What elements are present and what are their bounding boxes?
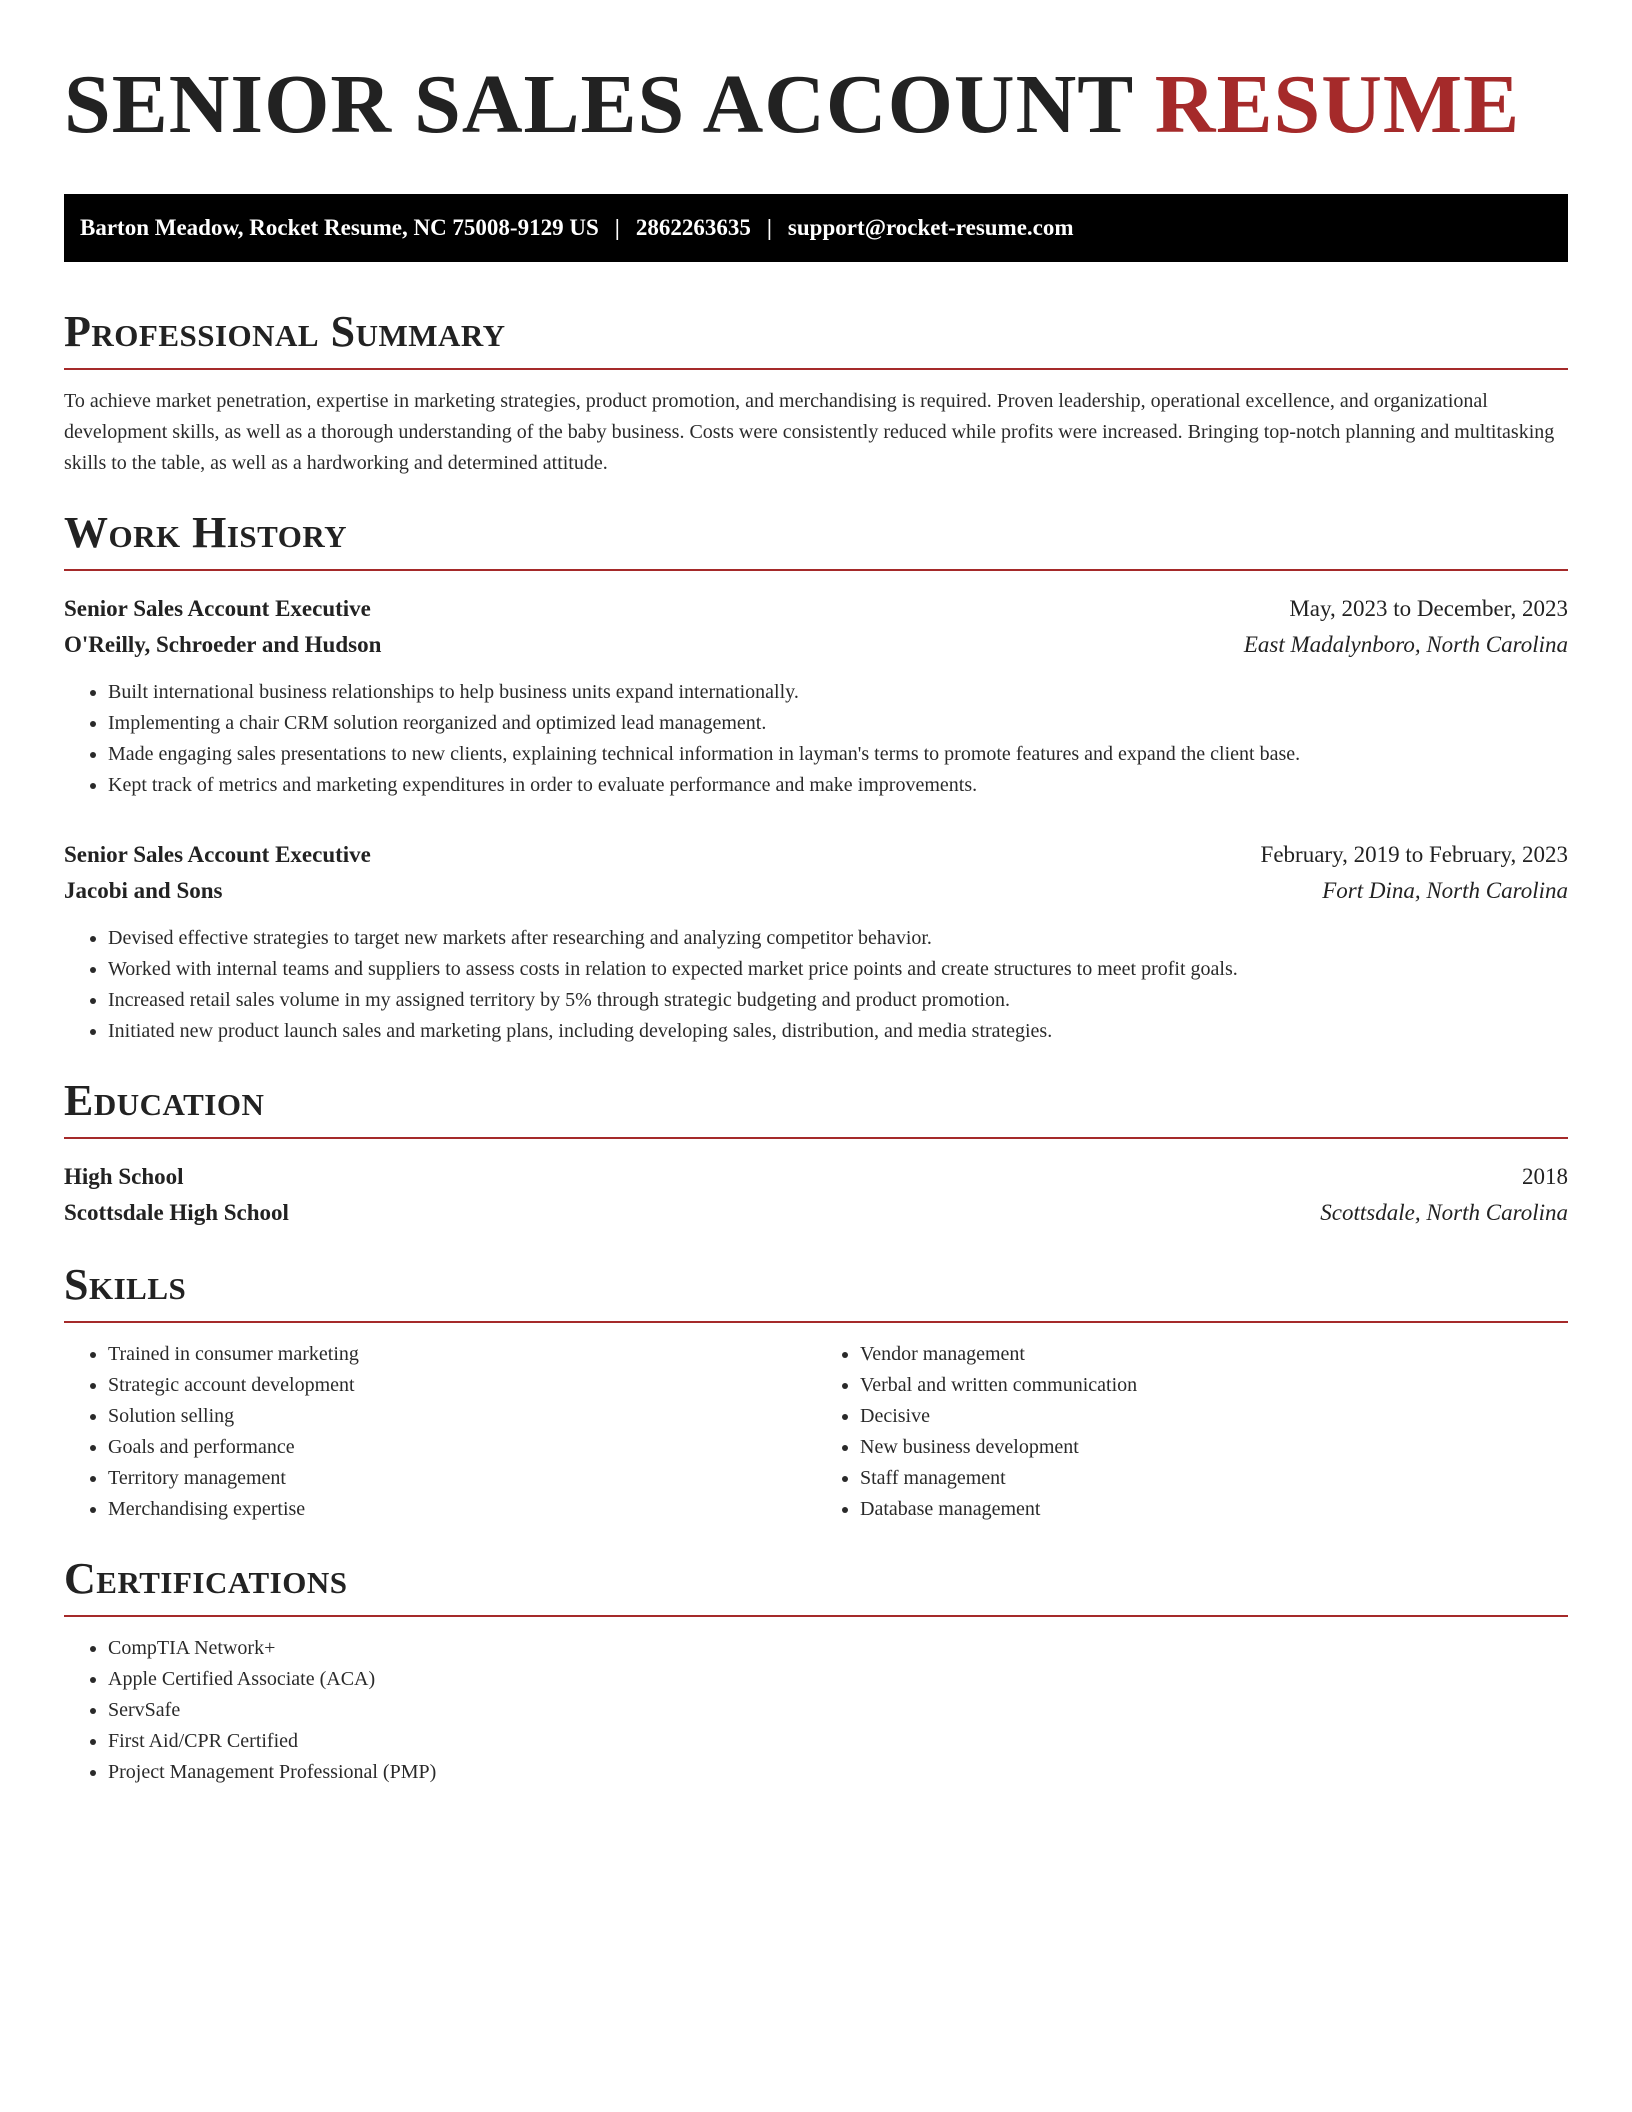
list-item: • Initiated new product launch sales and marketing plans, including developing sales, distribution, and media strategies. — [108, 1016, 1568, 1047]
education-location: Scottsdale, North Carolina — [1320, 1200, 1568, 1225]
list-item: • Implementing a chair CRM solution reorganized and optimized lead management. — [108, 708, 1568, 739]
contact-phone: 2862263635 — [635, 215, 751, 240]
title-main: SENIOR SALES ACCOUNT — [64, 58, 1133, 151]
certifications-section — [64, 1553, 1568, 1788]
resume-title — [64, 50, 1568, 160]
list-item: • Staff management — [860, 1463, 1568, 1494]
contact-email: support@rocket-resume.com — [787, 215, 1074, 240]
education-year: 2018 — [1522, 1164, 1568, 1189]
job-company: O'Reilly, Schroeder and Hudson — [64, 632, 382, 657]
skills-section — [64, 1259, 1568, 1525]
list-item: • Territory management — [108, 1463, 816, 1494]
skills-heading: Skills — [64, 1259, 1568, 1323]
list-item: • Project Management Professional (PMP) — [108, 1757, 1568, 1788]
list-item: • Verbal and written communication — [860, 1370, 1568, 1401]
summary-text: To achieve market penetration, expertise in marketing strategies, product promotion, and merchandising is required. Proven leadership, operational excellence, and organizational development skills, as well as a thorough understanding of the baby business. Costs were consistently reduced while profits were increased. Bringing top-notch planning and multitasking skills to the table, as well as a hardworking and determined attitude. — [64, 390, 1555, 474]
list-item: • Merchandising expertise — [108, 1494, 816, 1525]
certifications-heading: Certifications — [64, 1553, 1568, 1617]
contact-separator: | — [766, 215, 772, 240]
list-item: • Apple Certified Associate (ACA) — [108, 1664, 1568, 1695]
list-item: • New business development — [860, 1432, 1568, 1463]
list-item: • Database management — [860, 1494, 1568, 1525]
certifications-list — [64, 1633, 1568, 1788]
education-degree: High School — [64, 1164, 184, 1189]
job-title-row — [64, 837, 1568, 873]
skills-list-left — [64, 1339, 816, 1525]
summary-heading: Professional Summary — [64, 306, 1568, 370]
work-history-heading: Work History — [64, 507, 1568, 571]
list-item: • Made engaging sales presentations to new clients, explaining technical information in layman's terms to promote features and expand the client base. — [108, 739, 1568, 770]
contact-separator: | — [614, 215, 620, 240]
job-entry — [64, 591, 1568, 801]
list-item: • Devised effective strategies to target new markets after researching and analyzing competitor behavior. — [108, 923, 1568, 954]
list-item: • Goals and performance — [108, 1432, 816, 1463]
summary-section — [64, 306, 1568, 479]
title-accent: RESUME — [1154, 58, 1521, 151]
list-item: • First Aid/CPR Certified — [108, 1726, 1568, 1757]
skills-grid — [64, 1339, 1568, 1525]
work-history-section — [64, 507, 1568, 1047]
skills-list-right — [816, 1339, 1568, 1525]
education-degree-row — [64, 1159, 1568, 1195]
education-entry — [64, 1159, 1568, 1231]
education-school: Scottsdale High School — [64, 1200, 289, 1225]
job-title: Senior Sales Account Executive — [64, 596, 371, 621]
list-item: • Strategic account development — [108, 1370, 816, 1401]
job-entry — [64, 837, 1568, 1047]
list-item: • Decisive — [860, 1401, 1568, 1432]
education-school-row — [64, 1195, 1568, 1231]
education-section — [64, 1075, 1568, 1231]
contact-bar — [64, 194, 1568, 262]
list-item: • Increased retail sales volume in my assigned territory by 5% through strategic budgeting and product promotion. — [108, 985, 1568, 1016]
list-item: • Vendor management — [860, 1339, 1568, 1370]
list-item: • Built international business relationships to help business units expand internationally. — [108, 677, 1568, 708]
list-item: • ServSafe — [108, 1695, 1568, 1726]
job-company-row — [64, 873, 1568, 909]
job-bullets — [64, 923, 1568, 1047]
job-location: East Madalynboro, North Carolina — [1243, 632, 1568, 657]
job-dates: May, 2023 to December, 2023 — [1289, 596, 1568, 621]
list-item: • Trained in consumer marketing — [108, 1339, 816, 1370]
education-heading: Education — [64, 1075, 1568, 1139]
job-company-row — [64, 627, 1568, 663]
list-item: • Solution selling — [108, 1401, 816, 1432]
job-location: Fort Dina, North Carolina — [1322, 878, 1568, 903]
job-title: Senior Sales Account Executive — [64, 842, 371, 867]
job-title-row — [64, 591, 1568, 627]
list-item: • CompTIA Network+ — [108, 1633, 1568, 1664]
list-item: • Worked with internal teams and suppliers to assess costs in relation to expected market price points and create structures to meet profit goals. — [108, 954, 1568, 985]
list-item: • Kept track of metrics and marketing expenditures in order to evaluate performance and make improvements. — [108, 770, 1568, 801]
contact-address: Barton Meadow, Rocket Resume, NC 75008-9129 US — [80, 215, 599, 240]
job-dates: February, 2019 to February, 2023 — [1260, 842, 1568, 867]
job-bullets — [64, 677, 1568, 801]
job-company: Jacobi and Sons — [64, 878, 223, 903]
